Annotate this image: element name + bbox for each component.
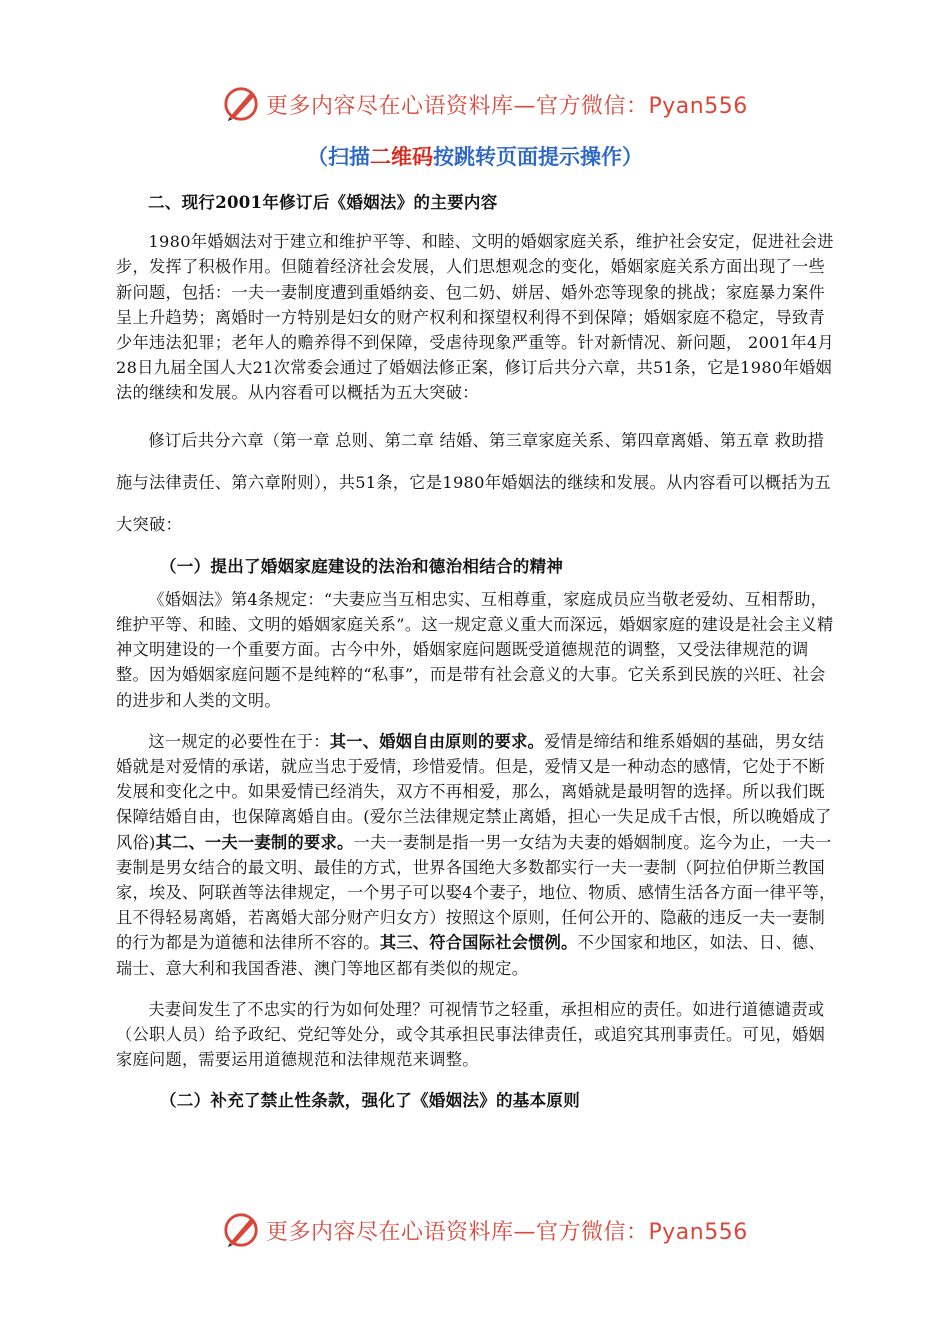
- section-heading: 二、现行2001年修订后《婚姻法》的主要内容: [148, 193, 498, 212]
- subsection-heading-1: （一）提出了婚姻家庭建设的法治和德治相结合的精神: [160, 556, 564, 576]
- paragraph-article4: 《婚姻法》第4条规定：“夫妻应当互相忠实、互相尊重，家庭成员应当敬老爱幼、互相帮助，维护平等、和睦、文明的婚姻家庭关系”。这一规定意义重大而深远，婚姻家庭的建设是社会主义精神文明建设的一个重要方面。古今中外，婚姻家庭问题既受道德规范的调整，又受法律规范的调整。因为婚姻家庭问题不是纯粹的“私事”，而是带有社会意义的大事。它关系到民族的兴旺、社会的进步和人类的文明。: [116, 589, 834, 710]
- footer-brand: [222, 1210, 748, 1250]
- header-brand-text: 更多内容尽在心语资料库—官方微信：Pyan556: [266, 93, 748, 119]
- scan-qr-hint: （扫描二维码按跳转页面提示操作）: [307, 145, 643, 169]
- pen-logo-icon: [222, 1211, 260, 1249]
- document-body: [116, 190, 836, 1114]
- paragraph-intro: 1980年婚姻法对于建立和维护平等、和睦、文明的婚姻家庭关系，维护社会安定，促进社会进步，发挥了积极作用。但随着经济社会发展，人们思想观念的变化，婚姻家庭关系方面出现了一些新问题，包括：一夫一妻制度遭到重婚纳妾、包二奶、姘居、婚外恋等现象的挑战；家庭暴力案件呈上升趋势；离婚时一方特别是妇女的财产权利和探望权利得不到保障；婚姻家庭不稳定，导致青少年违法犯罪；老年人的赡养得不到保障，受虐待现象严重等。针对新情况、新问题， 2001年4月28日九届全国人大21次常委会通过了婚姻法修正案，修订后共分六章，共51条，它是1980年婚姻法的继续和发展。从内容看可以概括为五大突破：: [116, 232, 834, 403]
- header-brand: [222, 84, 748, 124]
- paragraph-infidelity: 夫妻间发生了不忠实的行为如何处理？可视情节之轻重，承担相应的责任。如进行道德谴责或（公职人员）给予政纪、党纪等处分，或令其承担民事法律责任，或追究其刑事责任。可见，婚姻家庭问题，需要运用道德规范和法律规范来调整。: [116, 999, 825, 1070]
- paragraph-chapters: 修订后共分六章（第一章 总则、第二章 结婚、第三章家庭关系、第四章离婚、第五章 救助措施与法律责任、第六章附则），共51条，它是1980年婚姻法的继续和发展。从内容看可以概括为五大突破：: [116, 430, 831, 534]
- pen-logo-icon: [222, 85, 260, 123]
- paragraph-necessity: 这一规定的必要性在于：其一、婚姻自由原则的要求。爱情是缔结和维系婚姻的基础，男女结婚就是对爱情的承诺，就应当忠于爱情，珍惜爱情。但是，爱情又是一种动态的感情，它处于不断发展和变化之中。如果爱情已经消失，双方不再相爱，那么，离婚就是最明智的选择。所以我们既保障结婚自由，也保障离婚自由。(爱尔兰法律规定禁止离婚，担心一失足成千古恨，所以晚婚成了风俗)其二、一夫一妻制的要求。一夫一妻制是指一男一女结为夫妻的婚姻制度。迄今为止，一夫一妻制是男女结合的最文明、最佳的方式，世界各国绝大多数都实行一夫一妻制（阿拉伯伊斯兰教国家，埃及、阿联酋等法律规定，一个男子可以娶4个妻子，地位、物质、感情生活各方面一律平等，且不得轻易离婚，若离婚大部分财产归女方）按照这个原则，任何公开的、隐蔽的违反一夫一妻制的行为都是为道德和法律所不容的。其三、符合国际社会惯例。不少国家和地区，如法、日、德、瑞士、意大利和我国香港、澳门等地区都有类似的规定。: [116, 731, 836, 978]
- subsection-heading-2: （二）补充了禁止性条款，强化了《婚姻法》的基本原则: [160, 1091, 580, 1111]
- footer-brand-text: 更多内容尽在心语资料库—官方微信：Pyan556: [266, 1219, 748, 1245]
